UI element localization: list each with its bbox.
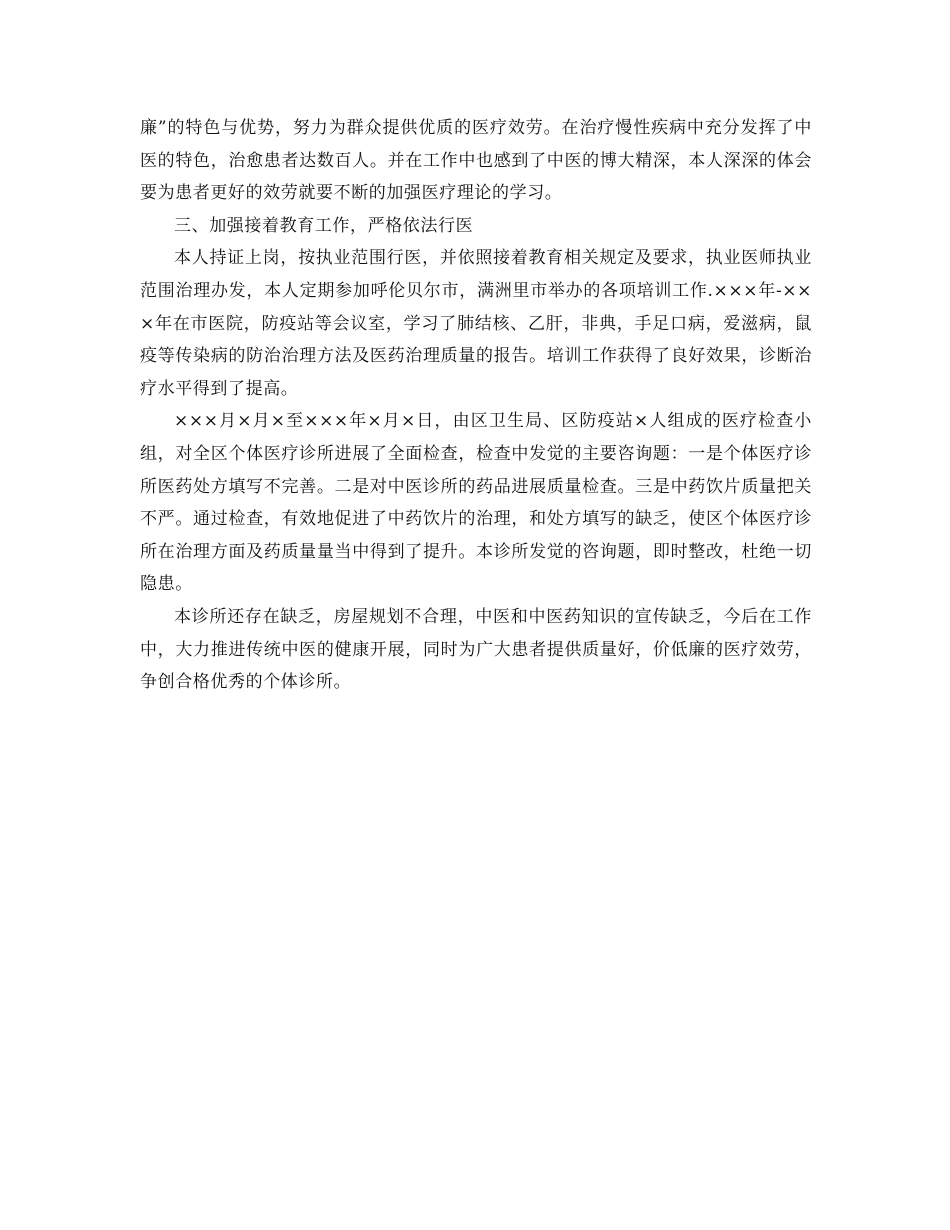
document-body bbox=[140, 112, 812, 699]
paragraph-shortcomings: 本诊所还存在缺乏，房屋规划不合理，中医和中医药知识的宣传缺乏，今后在工作中，大力推进传统中医的健康开展，同时为广大患者提供质量好，价低廉的医疗效劳，争创合格优秀的个体诊所。 bbox=[140, 606, 812, 693]
paragraph-inspection: ×××月×月×至×××年×月×日，由区卫生局、区防疫站×人组成的医疗检查小组，对全区个体医疗诊所进展了全面检查，检查中发觉的主要咨询题：一是个体医疗诊所医药处方填写不完善。二是对中医诊所的药品进展质量检查。三是中药饮片质量把关不严。通过检查，有效地促进了中药饮片的治理，和处方填写的缺乏，使区个体医疗诊所在治理方面及药质量量当中得到了提升。本诊所发觉的咨询题，即时整改，杜绝一切隐患。 bbox=[140, 411, 812, 595]
paragraph-continued: 廉”的特色与优势，努力为群众提供优质的医疗效劳。在治疗慢性疾病中充分发挥了中医的特色，治愈患者达数百人。并在工作中也感到了中医的博大精深，本人深深的体会要为患者更好的效劳就要不断的加强医疗理论的学习。 bbox=[140, 118, 812, 204]
paragraph-training: 本人持证上岗，按执业范围行医，并依照接着教育相关规定及要求，执业医师执业范围治理办发，本人定期参加呼伦贝尔市，满洲里市举办的各项培训工作.×××年-×××年在市医院，防疫站等会议室，学习了肺结核、乙肝，非典，手足口病，爱滋病，鼠疫等传染病的防治治理方法及医药治理质量的报告。培训工作获得了良好效果，诊断治疗水平得到了提高。 bbox=[140, 248, 812, 399]
section-heading-three: 三、加强接着教育工作，严格依法行医 bbox=[174, 215, 474, 236]
